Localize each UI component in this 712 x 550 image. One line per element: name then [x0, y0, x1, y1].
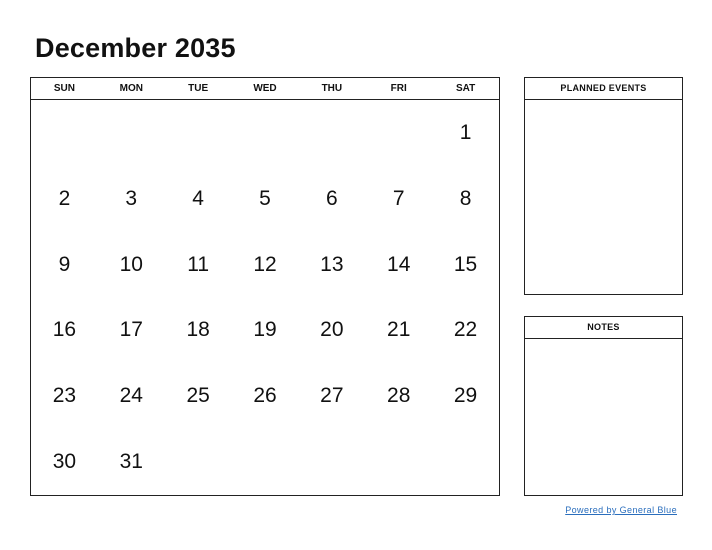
weekday-mon: MON — [119, 83, 143, 94]
day-cell-8: 8 — [459, 186, 472, 210]
day-cell-10: 10 — [119, 252, 143, 276]
day-cell-20: 20 — [320, 318, 344, 342]
notes-heading: NOTES — [525, 317, 682, 339]
day-cell-4: 4 — [192, 186, 204, 210]
powered-by-link[interactable]: Powered by General Blue — [565, 505, 677, 515]
weekday-fri: FRI — [390, 83, 407, 94]
day-cell-23: 23 — [52, 384, 77, 408]
empty-day-cell — [232, 429, 299, 495]
empty-day-cell — [365, 429, 432, 495]
day-cell-15: 15 — [453, 252, 478, 276]
empty-day-cell — [98, 100, 165, 166]
planned-events-panel — [524, 77, 683, 295]
planned-events-heading: PLANNED EVENTS — [525, 78, 682, 100]
day-cell-7: 7 — [392, 186, 405, 210]
weekday-tue: TUE — [188, 83, 209, 94]
empty-day-cell — [298, 100, 365, 166]
day-cell-18: 18 — [186, 318, 210, 342]
day-cell-22: 22 — [453, 318, 478, 342]
day-cell-2: 2 — [58, 186, 71, 210]
day-cell-1: 1 — [459, 120, 472, 144]
weekday-sun: SUN — [53, 83, 75, 94]
empty-day-cell — [31, 100, 98, 166]
day-cell-6: 6 — [326, 186, 338, 210]
day-cell-16: 16 — [52, 318, 77, 342]
day-cell-24: 24 — [119, 384, 143, 408]
notes-panel — [524, 316, 683, 496]
empty-day-cell — [365, 100, 432, 166]
day-cells — [31, 100, 499, 495]
weekday-thu: THU — [321, 83, 343, 94]
empty-day-cell — [165, 100, 232, 166]
empty-day-cell — [432, 429, 499, 495]
day-cell-5: 5 — [259, 186, 271, 210]
empty-day-cell — [165, 429, 232, 495]
weekday-header-row — [31, 78, 499, 100]
calendar-grid — [30, 77, 500, 496]
day-cell-21: 21 — [387, 318, 411, 342]
day-cell-27: 27 — [320, 384, 344, 408]
day-cell-19: 19 — [253, 318, 277, 342]
day-cell-14: 14 — [387, 252, 411, 276]
day-cell-30: 30 — [52, 450, 77, 474]
day-cell-3: 3 — [125, 186, 138, 210]
day-cell-25: 25 — [186, 384, 210, 408]
day-cell-12: 12 — [253, 252, 277, 276]
empty-day-cell — [298, 429, 365, 495]
day-cell-13: 13 — [320, 252, 344, 276]
day-cell-28: 28 — [387, 384, 411, 408]
empty-day-cell — [232, 100, 299, 166]
weekday-wed: WED — [253, 83, 277, 94]
day-cell-9: 9 — [58, 252, 71, 276]
weekday-sat: SAT — [455, 83, 476, 94]
day-cell-26: 26 — [253, 384, 277, 408]
day-cell-17: 17 — [119, 318, 143, 342]
day-cell-11: 11 — [187, 252, 210, 276]
calendar-title: December 2035 — [35, 33, 236, 63]
day-cell-29: 29 — [453, 384, 478, 408]
day-cell-31: 31 — [119, 450, 143, 474]
